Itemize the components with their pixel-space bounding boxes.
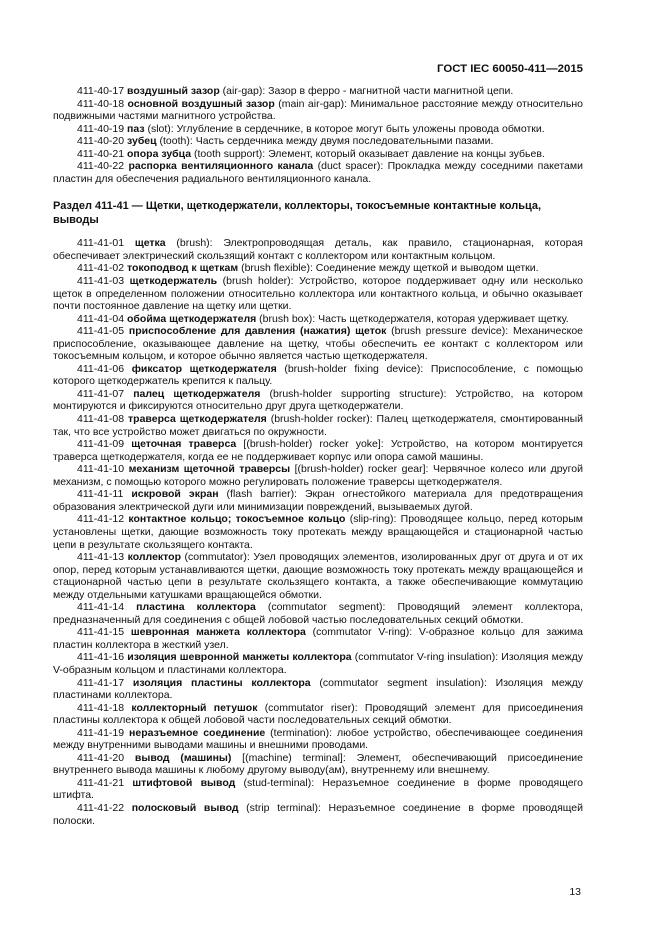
term-number: 411-41-21 [77, 776, 125, 789]
term-number: 411-41-11 [77, 488, 124, 501]
term-number: 411-40-22 [77, 160, 125, 173]
term-definition: (brush): Электропроводящая деталь, как правило, стационарная, которая обеспечивает электрический скользящий контакт с коллектором или контактным кольцом. [53, 237, 583, 262]
term-definition: (main air-gap): Минимальное расстояние между относительно подвижными частями магнитного устройства. [53, 97, 583, 123]
term-number: 411-41-20 [77, 751, 125, 764]
term-definition: (flash barrier): Экран огнестойкого материала для предотвращения образования электрической дуги или минимизации повреждений, вызываемых дугой. [53, 488, 583, 513]
term-definition: (tooth support): Элемент, который оказывает давление на концы зубьев. [191, 147, 545, 160]
term-entry [53, 777, 583, 802]
term-definition: (air-gap): Зазор в ферро - магнитной части магнитной цепи. [219, 85, 514, 97]
term-number: 411-41-07 [77, 387, 125, 400]
term-definition: (commutator segment insulation): Изоляция между пластинами коллектора. [53, 676, 583, 702]
term-number: 411-41-12 [77, 513, 125, 526]
term-entry [53, 148, 583, 161]
term-name: палец щеткодержателя [133, 387, 261, 400]
term-name: вывод (машины) [134, 751, 232, 764]
term-definition: (duct spacer): Прокладка между соседними пакетами пластин для обеспечения радиального вентиляционного канала. [53, 160, 583, 185]
term-name: щеткодержатель [129, 275, 218, 288]
term-number: 411-41-19 [77, 726, 125, 739]
term-number: 411-41-08 [77, 413, 125, 426]
term-entry [53, 463, 583, 488]
term-name: паз [127, 122, 145, 135]
term-entry [53, 488, 583, 513]
term-number: 411-41-02 [77, 262, 125, 275]
term-number: 411-41-14 [77, 601, 125, 614]
term-definition: [(machine) terminal]: Элемент, обеспечивающий присоединение внутреннего вывода машины к любому другому выводу(ам), внутреннему или внешнему. [53, 751, 583, 777]
term-name: изоляция шевронной манжеты коллектора [127, 651, 352, 664]
term-definition: (brush holder): Устройство, которое поддерживает одну или несколько щеток в определенном положении относительно коллектора или контактного кольца, и обычно оказывает почти постоянное давление на щетку или щетки. [53, 275, 583, 313]
term-definition: (commutator riser): Проводящий элемент для присоединения пластины коллектора к общей лобовой части последовательных секций обмотки. [53, 701, 583, 727]
term-entry [53, 438, 583, 463]
term-definition: (commutator V-ring): V-образное кольцо для зажима пластин коллектора в жесткий узел. [53, 626, 583, 651]
term-name: изоляция пластины коллектора [132, 676, 311, 689]
term-definition: (termination): любое устройство, обеспечивающее соединения между внутренними выводами машины и внешними проводами. [53, 726, 583, 752]
term-entry [53, 802, 583, 827]
term-name: фиксатор щеткодержателя [131, 362, 277, 375]
term-definition: (strip terminal): Неразъемное соединение в форме проводящей полоски. [53, 801, 583, 827]
term-name: зубец [127, 135, 157, 148]
term-number: 411-40-21 [77, 147, 125, 160]
term-entry [53, 413, 583, 438]
term-name: искровой экран [131, 488, 219, 501]
term-entry [53, 98, 583, 123]
term-number: 411-41-22 [77, 801, 125, 814]
term-entry [53, 363, 583, 388]
term-entry [53, 601, 583, 626]
term-entry [53, 325, 583, 363]
section-title: Раздел 411-41 — Щетки, щеткодержатели, коллекторы, токосъемные контактные кольца, выводы [53, 200, 542, 227]
term-name: траверса щеткодержателя [128, 413, 267, 426]
term-entry [53, 727, 583, 752]
term-entry [53, 626, 583, 651]
term-name: штифтовой вывод [132, 776, 236, 789]
term-definition: (tooth): Часть сердечника между двумя последовательными пазами. [156, 135, 494, 148]
term-definition: (brush-holder fixing device): Приспособление, с помощью которого щеткодержатель крепится к пальцу. [53, 362, 583, 388]
term-name: приспособление для давления (нажатия) щеток [128, 325, 387, 338]
term-entry [53, 388, 583, 413]
term-number: 411-40-20 [77, 135, 125, 148]
term-name: пластина коллектора [136, 601, 256, 614]
term-entry [53, 551, 583, 601]
term-number: 411-41-03 [77, 275, 125, 288]
term-definition: (commutator segment): Проводящий элемент коллектора, предназначенный для соединения с общей лобовой частью последовательных секций обмотки. [53, 601, 583, 626]
term-name: полосковый вывод [131, 801, 239, 814]
term-definition: [(brush-holder) rocker gear]: Червячное колесо или другой механизм, с помощью которого можно регулировать положение траверсы щеткодержателя. [53, 463, 583, 488]
term-name: механизм щеточной траверсы [128, 463, 291, 476]
term-definition: (brush-holder rocker): Палец щеткодержателя, смонтированный так, что все устройство может двигаться по окружности. [53, 413, 584, 438]
term-entry [53, 651, 583, 676]
term-name: коллекторный петушок [131, 701, 258, 714]
term-name: распорка вентиляционного канала [128, 160, 314, 173]
term-name: токоподвод к щеткам [127, 262, 239, 275]
term-entry [53, 135, 583, 148]
document-body [53, 85, 583, 827]
term-entry [53, 752, 583, 777]
term-number: 411-41-18 [77, 701, 125, 714]
term-entry [53, 237, 583, 262]
term-number: 411-40-18 [77, 97, 125, 110]
term-name: опора зубца [127, 147, 192, 160]
term-number: 411-41-17 [77, 676, 125, 689]
term-definition: [(brush-holder) rocker yoke]: Устройство, на котором монтируется траверса щеткодержателя, когда ее не поддерживает корпус или опора самой машины. [53, 438, 583, 463]
term-name: щетка [134, 237, 166, 250]
term-entry [53, 275, 583, 313]
term-number: 411-40-19 [77, 122, 125, 135]
term-number: 411-41-16 [77, 651, 125, 664]
term-name: щеточная траверса [131, 438, 237, 451]
term-definition: (slot): Углубление в сердечнике, в которое могут быть уложены провода обмотки. [144, 122, 545, 135]
term-number: 411-40-17 [77, 85, 125, 97]
term-definition: (commutator): Узел проводящих элементов, изолированных друг от друга и от их опор, перед которым устанавливаются щетки, дающие возможность току протекать между вращающейся и стационарной частью цепи в результате скользящего контакта, а также обеспечивающие коммутацию между отдельными катушками вращающейся обмотки. [53, 551, 583, 601]
document-header: ГОСТ IEC 60050-411—2015 [437, 63, 583, 75]
term-definition: (stud-terminal): Неразъемное соединение в форме проводящего штифта. [53, 776, 583, 802]
term-entry [53, 313, 583, 326]
term-definition: (commutator V-ring insulation): Изоляция между V-образным кольцом и пластинами коллектора. [53, 651, 583, 676]
term-number: 411-41-15 [77, 626, 125, 639]
entries-list [53, 237, 583, 827]
term-number: 411-41-06 [77, 362, 125, 375]
term-name: контактное кольцо; токосъемное кольцо [128, 513, 346, 526]
term-number: 411-41-01 [77, 237, 125, 250]
term-entry [53, 702, 583, 727]
term-definition: (brush flexible): Соединение между щеткой и выводом щетки. [238, 262, 539, 275]
term-name: основной воздушный зазор [127, 97, 275, 110]
term-entry [53, 677, 583, 702]
page-number: 13 [569, 886, 581, 898]
term-definition: (brush box): Часть щеткодержателя, которая удерживает щетку. [256, 312, 569, 325]
term-name: шевронная манжета коллектора [130, 626, 306, 639]
term-number: 411-41-10 [77, 463, 125, 476]
term-entry [53, 123, 583, 136]
term-definition: (brush pressure device): Механическое приспособление, оказывающее давление на щетку, чтобы обеспечить ее контакт с коллектором или токосъемным кольцом, и которое обычно является частью щеткодержателя. [53, 325, 584, 363]
term-number: 411-41-13 [77, 551, 125, 564]
term-name: неразъемное соединение [129, 726, 266, 739]
term-number: 411-41-05 [77, 325, 125, 338]
term-definition: (slip-ring): Проводящее кольцо, перед которым установлены щетки, дающие возможность току протекать между вращающейся и стационарной частью цепи в результате скользящего контакта. [53, 513, 583, 551]
term-entry [53, 160, 583, 185]
term-entry [53, 513, 583, 551]
term-entry [53, 85, 583, 98]
term-name: воздушный зазор [127, 85, 220, 97]
term-definition: (brush-holder supporting structure): Устройство, на котором монтируются и фиксируются относительно друг друга щеткодержатели. [53, 387, 583, 413]
term-name: коллектор [127, 551, 181, 564]
term-entry [53, 262, 583, 275]
term-name: обойма щеткодержателя [127, 312, 257, 325]
term-number: 411-41-09 [77, 438, 125, 451]
entries-top-list [53, 85, 583, 185]
term-number: 411-41-04 [77, 312, 125, 325]
